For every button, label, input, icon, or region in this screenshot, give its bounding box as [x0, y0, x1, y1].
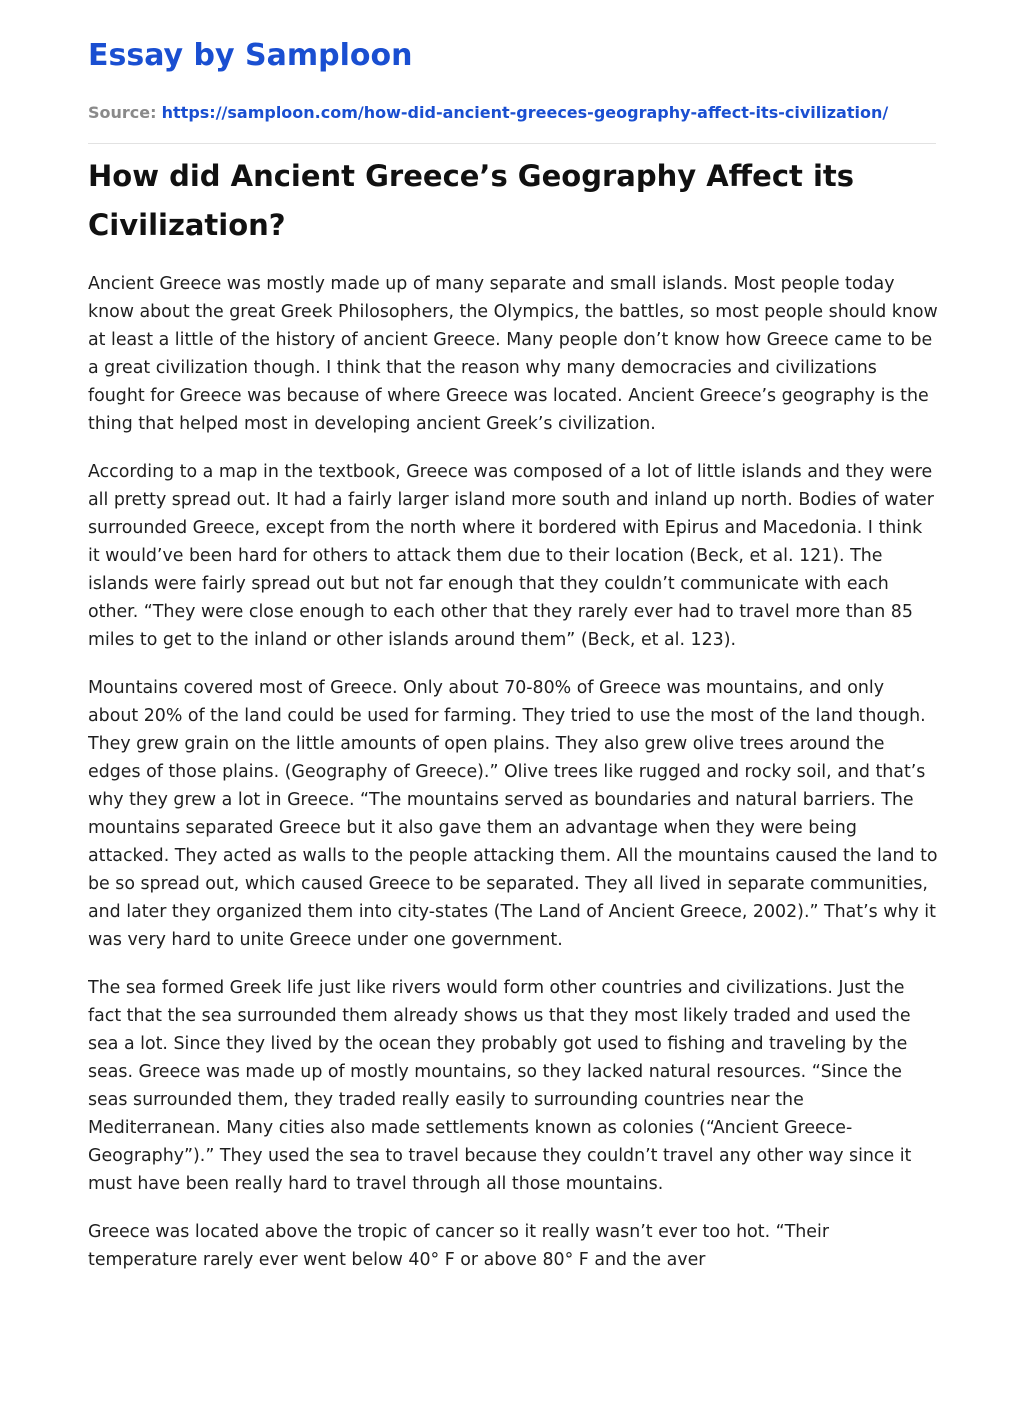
source-label: Source: [88, 103, 157, 122]
essay-paragraph: The sea formed Greek life just like rivers would form other countries and civilizations. Just the fact that the sea surrounded them already shows us that they most likely traded and used the sea a lot. Since they lived by the ocean they probably got used to fishing and traveling by the seas. Greece was made up of mostly mountains, so they lacked natural resources. “Since the seas surrounded them, they traded really easily to surrounding countries near the Mediterranean. Many cities also made settlements known as colonies (“Ancient Greece-Geography”).” They used the sea to travel because they couldn’t travel any other way since it must have been really hard to travel through all those mountains. [88, 978, 912, 1194]
essay-paragraph: Greece was located above the tropic of cancer so it really wasn’t ever too hot. “Their temperature rarely ever went below 40° F or above 80° F and the aver [88, 1222, 829, 1270]
site-title: Essay by Samploon [88, 38, 413, 73]
essay-body [88, 270, 938, 1390]
source-line [88, 101, 888, 125]
essay-title: How did Ancient Greece’s Geography Affect its Civilization? [88, 159, 855, 242]
header-divider [88, 143, 936, 144]
essay-paragraph: According to a map in the textbook, Greece was composed of a lot of little islands and they were all pretty spread out. It had a fairly larger island more south and inland up north. Bodies of water surrounded Greece, except from the north where it bordered with Epirus and Macedonia. I think it would’ve been hard for others to attack them due to their location (Beck, et al. 121). The islands were fairly spread out but not far enough that they couldn’t communicate with each other. “They were close enough to each other that they rarely ever had to travel more than 85 miles to get to the inland or other islands around them” (Beck, et al. 123). [88, 462, 934, 650]
source-link[interactable]: https://samploon.com/how-did-ancient-greeces-geography-affect-its-civilization/ [161, 103, 889, 122]
essay-paragraph: Mountains covered most of Greece. Only about 70-80% of Greece was mountains, and only about 20% of the land could be used for farming. They tried to use the most of the land though. They grew grain on the little amounts of open plains. They also grew olive trees around the edges of those plains. (Geography of Greece).” Olive trees like rugged and rocky soil, and that’s why they grew a lot in Greece. “The mountains served as boundaries and natural barriers. The mountains separated Greece but it also gave them an advantage when they were being attacked. They acted as walls to the people attacking them. All the mountains caused the land to be so spread out, which caused Greece to be separated. They all lived in separate communities, and later they organized them into city-states (The Land of Ancient Greece, 2002).” That’s why it was very hard to unite Greece under one government. [88, 678, 938, 950]
essay-paragraph: Ancient Greece was mostly made up of many separate and small islands. Most people today know about the great Greek Philosophers, the Olympics, the battles, so most people should know at least a little of the history of ancient Greece. Many people don’t know how Greece came to be a great civilization though. I think that the reason why many democracies and civilizations fought for Greece was because of where Greece was located. Ancient Greece’s geography is the thing that helped most in developing ancient Greek’s civilization. [88, 274, 938, 434]
